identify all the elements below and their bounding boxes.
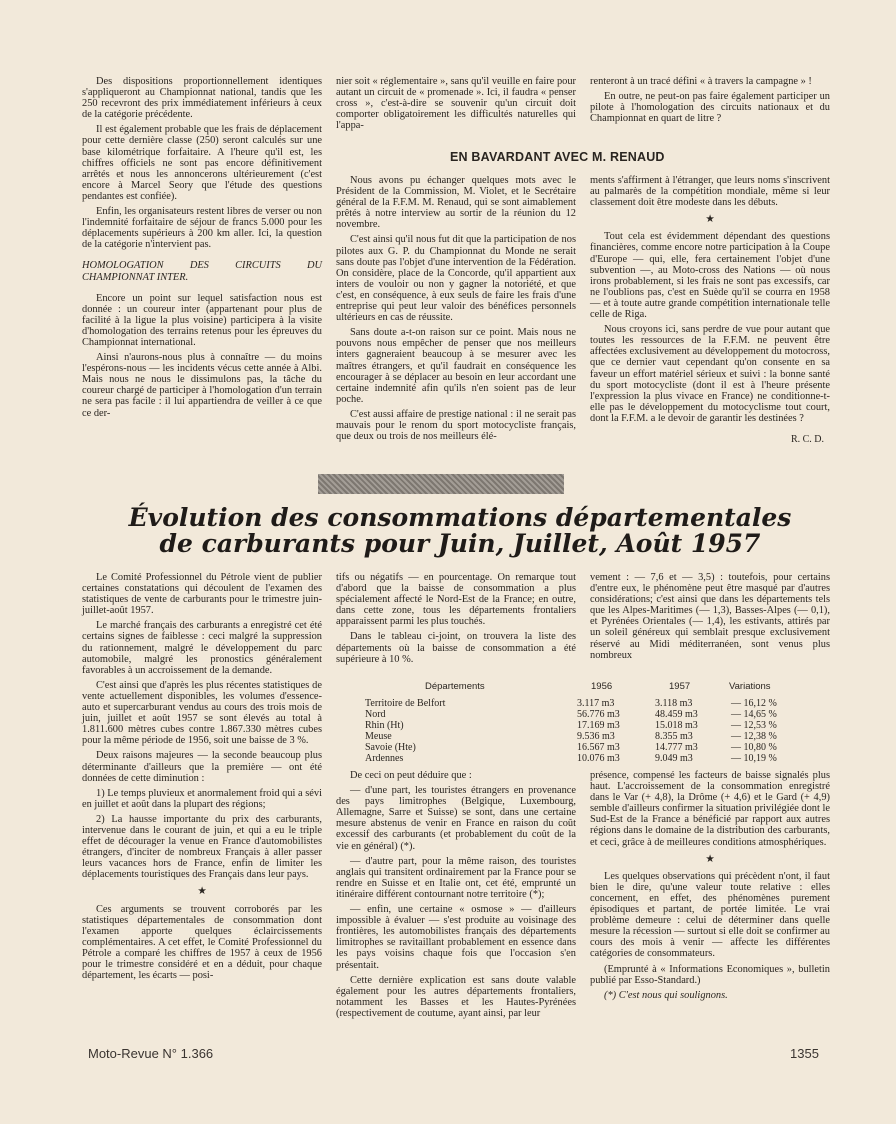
table-row bbox=[365, 742, 825, 753]
paragraph: — d'autre part, pour la même raison, des touristes anglais qui transitent ordinairement par la France pour se rendre en Suisse et en Italie ont, cet été, emprunté un itinéraire différent contournant notre territoire (*); bbox=[336, 855, 576, 900]
article-title-line-1: Évolution des consommations départementales bbox=[128, 503, 792, 532]
paragraph: 2) La hausse importante du prix des carburants, intervenue dans le courant de juin, et qui a eu le triple effet de décourager la venue en France d'automobilistes étrangers, d'inciter de nombreux Français à aller passer leurs vacances hors de France, enfin de limiter les déplacements touristiques des Français dans leur pays. bbox=[82, 813, 322, 881]
table-row bbox=[365, 709, 825, 720]
variation: — 16,12 % bbox=[731, 698, 777, 709]
bottom-column-3b bbox=[590, 770, 830, 1005]
table-header-departements: Départements bbox=[425, 681, 485, 692]
star-separator-icon: ★ bbox=[705, 214, 715, 226]
bottom-column-1 bbox=[82, 572, 322, 985]
paragraph: Encore un point sur lequel satisfaction nous est donnée : un coureur inter (appartenant pour plus de facilité à la ligue la plus voisine) participera à la visite d'homologation des terrains retenus pour les épreuves du Championnat international. bbox=[82, 292, 322, 348]
paragraph: Dans le tableau ci-joint, on trouvera la liste des départements où la baisse de consommation a été supérieure à 10 %. bbox=[336, 631, 576, 665]
value-1956: 56.776 m3 bbox=[577, 709, 620, 720]
paragraph: présence, compensé les facteurs de baisse signalés plus haut. L'accroissement de la consommation enregistré dans le Var (+ 4,8), la Drôme (+ 4,6) et le Gard (+ 4,9) semble d'ailleurs confirmer la situation privilégiée dont le Sud-Est de la France a bénéficié par rapport aux autres régions dans le domaine de la distribution des carburants, et ceci, grâce à de meilleures conditions atmosphériques. bbox=[590, 770, 830, 848]
bottom-column-3a bbox=[590, 572, 830, 665]
paragraph: 1) Le temps pluvieux et anormalement froid qui a sévi en juillet et août dans la plupart des régions; bbox=[82, 787, 322, 810]
table-row bbox=[365, 698, 825, 709]
star-separator-icon: ★ bbox=[705, 853, 715, 865]
dept-name: Meuse bbox=[365, 731, 392, 742]
variation: — 12,38 % bbox=[731, 731, 777, 742]
dept-name: Rhin (Ht) bbox=[365, 720, 404, 731]
paragraph: — d'une part, les touristes étrangers en provenance des pays limitrophes (Belgique, Luxembourg, Allemagne, Sarre et Suisse) se sont, dans une certaine mesure abstenus de venir en France en raison du coût excessif des carburants (et probablement du coût de la vie en général) (*). bbox=[336, 785, 576, 852]
paragraph: C'est aussi affaire de prestige national : il ne serait pas mauvais pour le renom du sport motocycliste français, que deux ou trois de nos meilleurs élé- bbox=[336, 408, 576, 443]
top-column-1 bbox=[82, 76, 322, 423]
paragraph: Sans doute a-t-on raison sur ce point. Mais nous ne pouvons nous empêcher de penser que nos meilleurs inters gagneraient beaucoup à se mesurer avec les maîtres étrangers, et qu'il faudrait en conséquence les encourager à se déplacer au besoin en leur accordant une certaine indemnité afin qu'ils n'en soient pas de leur poche. bbox=[336, 327, 576, 405]
paragraph: Le Comité Professionnel du Pétrole vient de publier certaines constatations qui découlent de l'examen des statistiques de vente de carburants pour le trimestre juin-juillet-août 1957. bbox=[82, 572, 322, 617]
paragraph: Ces arguments se trouvent corroborés par les statistiques départementales de consommation dont l'examen apporte quelques éclaircissements complémentaires. A cet effet, le Comité Professionnel du Pétrole a comparé les chiffres de 1957 à ceux de 1956 pour le trimestre considéré et en a déduit, pour chaque département, les écarts — posi- bbox=[82, 903, 322, 982]
dept-name: Ardennes bbox=[365, 753, 404, 764]
value-1957: 14.777 m3 bbox=[655, 742, 698, 753]
paragraph: Deux raisons majeures — la seconde beaucoup plus déterminante d'ailleurs que la première — ont été données de cette diminution : bbox=[82, 750, 322, 784]
star-separator-icon: ★ bbox=[197, 886, 207, 898]
value-1956: 9.536 m3 bbox=[577, 731, 615, 742]
paragraph: — enfin, une certaine « osmose » — d'ailleurs impossible à évaluer — s'est produite au voisinage des frontières, les automobilistes français des départements limitrophes se ravitaillant probablement en essence dans les pays voisins chaque fois que l'occasion s'en présentait. bbox=[336, 904, 576, 971]
top-column-3a bbox=[590, 76, 830, 128]
paragraph: vement : — 7,6 et — 3,5) : toutefois, pour certains d'entre eux, le phénomène peut être masqué par d'autres considérations; c'est ainsi que dans les départements tels que les Alpes-Maritimes (— 1,3), Basses-Alpes (— 0,1), et Pyrénées Orientales (— 1,4), les estivants, attirés par un soleil généreux qui semblait presque exclusivement réservé au Midi méditerranéen, sont venus plus nombreux bbox=[590, 572, 830, 661]
table-row bbox=[365, 753, 825, 764]
variation: — 10,19 % bbox=[731, 753, 777, 764]
value-1956: 3.117 m3 bbox=[577, 698, 615, 709]
table-row bbox=[365, 731, 825, 742]
paragraph: Cette dernière explication est sans doute valable également pour les autres départements frontaliers, notamment les Basses et les Hautes-Pyrénées (respectivement de coutume, ayant ainsi, par leur bbox=[336, 974, 576, 1019]
paragraph: (Emprunté à « Informations Economiques », bulletin publié par Esso-Standard.) bbox=[590, 963, 830, 986]
paragraph: En outre, ne peut-on pas faire également participer un pilote à l'homologation des circuits nationaux et du Championnat en quart de litre ? bbox=[590, 91, 830, 125]
top-column-2a bbox=[336, 76, 576, 135]
bottom-column-2b bbox=[336, 770, 576, 1023]
paragraph: Les quelques observations qui précèdent n'ont, il faut bien le dire, qu'une valeur toute relative : elles concernent, en effet, des phénomènes purement épisodiques et partant, de portée limitée. Le vrai problème demeure : celui de déterminer dans quelle mesure la récession — surtout si elle doit se confirmer au cours des mois à venir — affecte les différentes catégories de consommateurs. bbox=[590, 870, 830, 960]
variation: — 10,80 % bbox=[731, 742, 777, 753]
value-1957: 9.049 m3 bbox=[655, 753, 693, 764]
table-header-1957: 1957 bbox=[669, 681, 691, 692]
paragraph: De ceci on peut déduire que : bbox=[350, 770, 472, 781]
subheading: HOMOLOGATION DES CIRCUITS DU CHAMPIONNAT INTER. bbox=[82, 260, 322, 283]
paragraph: Tout cela est évidemment dépendant des questions financières, comme encore notre participation à la Coupe d'Europe — qui, elle, fera certainement l'objet d'une subvention —, au Moto-cross des Nations — où nous irons probablement, si les frais ne sont pas excessifs, car ne l'oublions pas, c'est en Suède qu'il se courra en 1958 — et à toute autre grande compétition internationale telle celle de Riga. bbox=[590, 231, 830, 321]
signature: R. C. D. bbox=[790, 433, 824, 445]
paragraph: Enfin, les organisateurs restent libres de verser ou non l'indemnité forfaitaire de séjour de francs 5.000 pour les déplacements supérieurs à 200 km aller. Ici, la question de la catégorie n'intervient pas. bbox=[82, 206, 322, 251]
paragraph: Des dispositions proportionnellement identiques s'appliqueront au Championnat national, tandis que les 250 recevront des prix immédiatement inférieurs à ceux de la catégorie précédente. bbox=[82, 76, 322, 121]
value-1957: 8.355 m3 bbox=[655, 731, 693, 742]
paragraph: renteront à un tracé défini « à travers la campagne » ! bbox=[590, 76, 812, 87]
paragraph: Il est également probable que les frais de déplacement pour cette dernière classe (250) seront calculés sur une base kilométrique forfaitaire. A l'heure qu'il est, les chiffres officiels ne sont pas encore définitivement arrêtés et nous les annoncerons ultérieurement (c'est encore à Marcel Seory que l'étude des questions pendantes est confiée). bbox=[82, 124, 322, 202]
dept-name: Nord bbox=[365, 709, 386, 720]
value-1957: 48.459 m3 bbox=[655, 709, 698, 720]
page-number: 1355 bbox=[790, 1046, 819, 1061]
paragraph: nier soit « réglementaire », sans qu'il veuille en faire pour autant un circuit de « promenade ». Ici, il faudra « penser cross », c'est-à-dire se souvenir qu'un circuit doit comporter obligatoirement les difficultés naturelles qui l'appa- bbox=[336, 76, 576, 132]
table-header-variations: Variations bbox=[729, 681, 771, 692]
top-column-2b bbox=[336, 175, 576, 446]
paragraph: C'est ainsi qu'il nous fut dit que la participation de nos pilotes aux G. P. du Championnat du Monde ne serait sans doute pas l'objet d'une intervention de la Fédération. On considère, place de la Concorde, qu'il appartient aux inters de vouloir ou non y gagner la notoriété, et que c'est, en conséquence, à eux seuls de faire les frais d'une entreprise qui peut leur valoir des bénéfices personnels ultérieurs en cas de réussite. bbox=[336, 234, 576, 324]
table-row bbox=[365, 720, 825, 731]
section-heading: EN BAVARDANT AVEC M. RENAUD bbox=[450, 150, 665, 164]
paragraph: tifs ou négatifs — en pourcentage. On remarque tout d'abord que la baisse de consommation a plus spécialement affecté le Nord-Est de la France; en outre, dans cette zone, tous les départements frontaliers apparaissent parmi les plus touchés. bbox=[336, 572, 576, 628]
article-title-line-2: de carburants pour Juin, Juillet, Août 1957 bbox=[159, 529, 761, 558]
decorative-bar bbox=[318, 474, 564, 494]
table-header-1956: 1956 bbox=[591, 681, 613, 692]
paragraph: C'est ainsi que d'après les plus récentes statistiques de vente actuellement disponibles, les volumes d'essence-auto et supercarburant vendus au cours des trois mois de juin, juillet et août 1957 se sont élevés au total à 1.811.600 mètres cubes contre 1.867.330 mètres cubes pour la même période de 1956, soit une baisse de 3 %. bbox=[82, 679, 322, 747]
top-column-3b bbox=[590, 175, 830, 445]
value-1957: 15.018 m3 bbox=[655, 720, 698, 731]
variation: — 14,65 % bbox=[731, 709, 777, 720]
paragraph: Ainsi n'aurons-nous plus à connaître — du moins l'espérons-nous — les incidents vécus cette année à Albi. Mais nous ne nous le dissimulons pas, la tâche du coureur chargé de participer à l'homologation d'un terrain ne sera pas facile : il lui appartiendra de veiller à ce que ce der- bbox=[82, 352, 322, 419]
value-1956: 16.567 m3 bbox=[577, 742, 620, 753]
bottom-column-2a bbox=[336, 572, 576, 669]
value-1956: 10.076 m3 bbox=[577, 753, 620, 764]
footer-issue: Moto-Revue N° 1.366 bbox=[88, 1046, 214, 1061]
dept-name: Savoie (Hte) bbox=[365, 742, 416, 753]
paragraph: ments s'affirment à l'étranger, que leurs noms s'inscrivent au palmarès de la compétition mondiale, même si leur classement doit être modeste dans les débuts. bbox=[590, 175, 830, 209]
paragraph: Nous croyons ici, sans perdre de vue pour autant que toutes les ressources de la F.F.M. ne peuvent être affectées exclusivement au développement du motocross, que ce dernier vaut cependant qu'on consente en sa faveur un effort matériel sérieux et suivi : la bonne santé du sport motocycliste (dont il est à l'heure présente l'expression la plus vivace en France) ne conditionne-t-elle pas le développement du motocyclisme tout court, dont la F.F.M. a le devoir de garantir les destinées ? bbox=[590, 324, 830, 424]
variation: — 12,53 % bbox=[731, 720, 777, 731]
value-1956: 17.169 m3 bbox=[577, 720, 620, 731]
paragraph: Nous avons pu échanger quelques mots avec le Président de la Commission, M. Violet, et le Secrétaire général de la F.F.M. M. Renaud, qui se sont aimablement prêtés à notre interview au sortir de la réunion du 12 novembre. bbox=[336, 175, 576, 231]
footnote: (*) C'est nous qui soulignons. bbox=[604, 989, 728, 1001]
dept-name: Territoire de Belfort bbox=[365, 698, 446, 709]
value-1957: 3.118 m3 bbox=[655, 698, 693, 709]
paragraph: Le marché français des carburants a enregistré cet été certains signes de faiblesse : ceci malgré la suppression du rationnement, malgré le développement du parc automobile, malgré les pronostics généralement favorables à un accroissement de la demande. bbox=[82, 620, 322, 676]
